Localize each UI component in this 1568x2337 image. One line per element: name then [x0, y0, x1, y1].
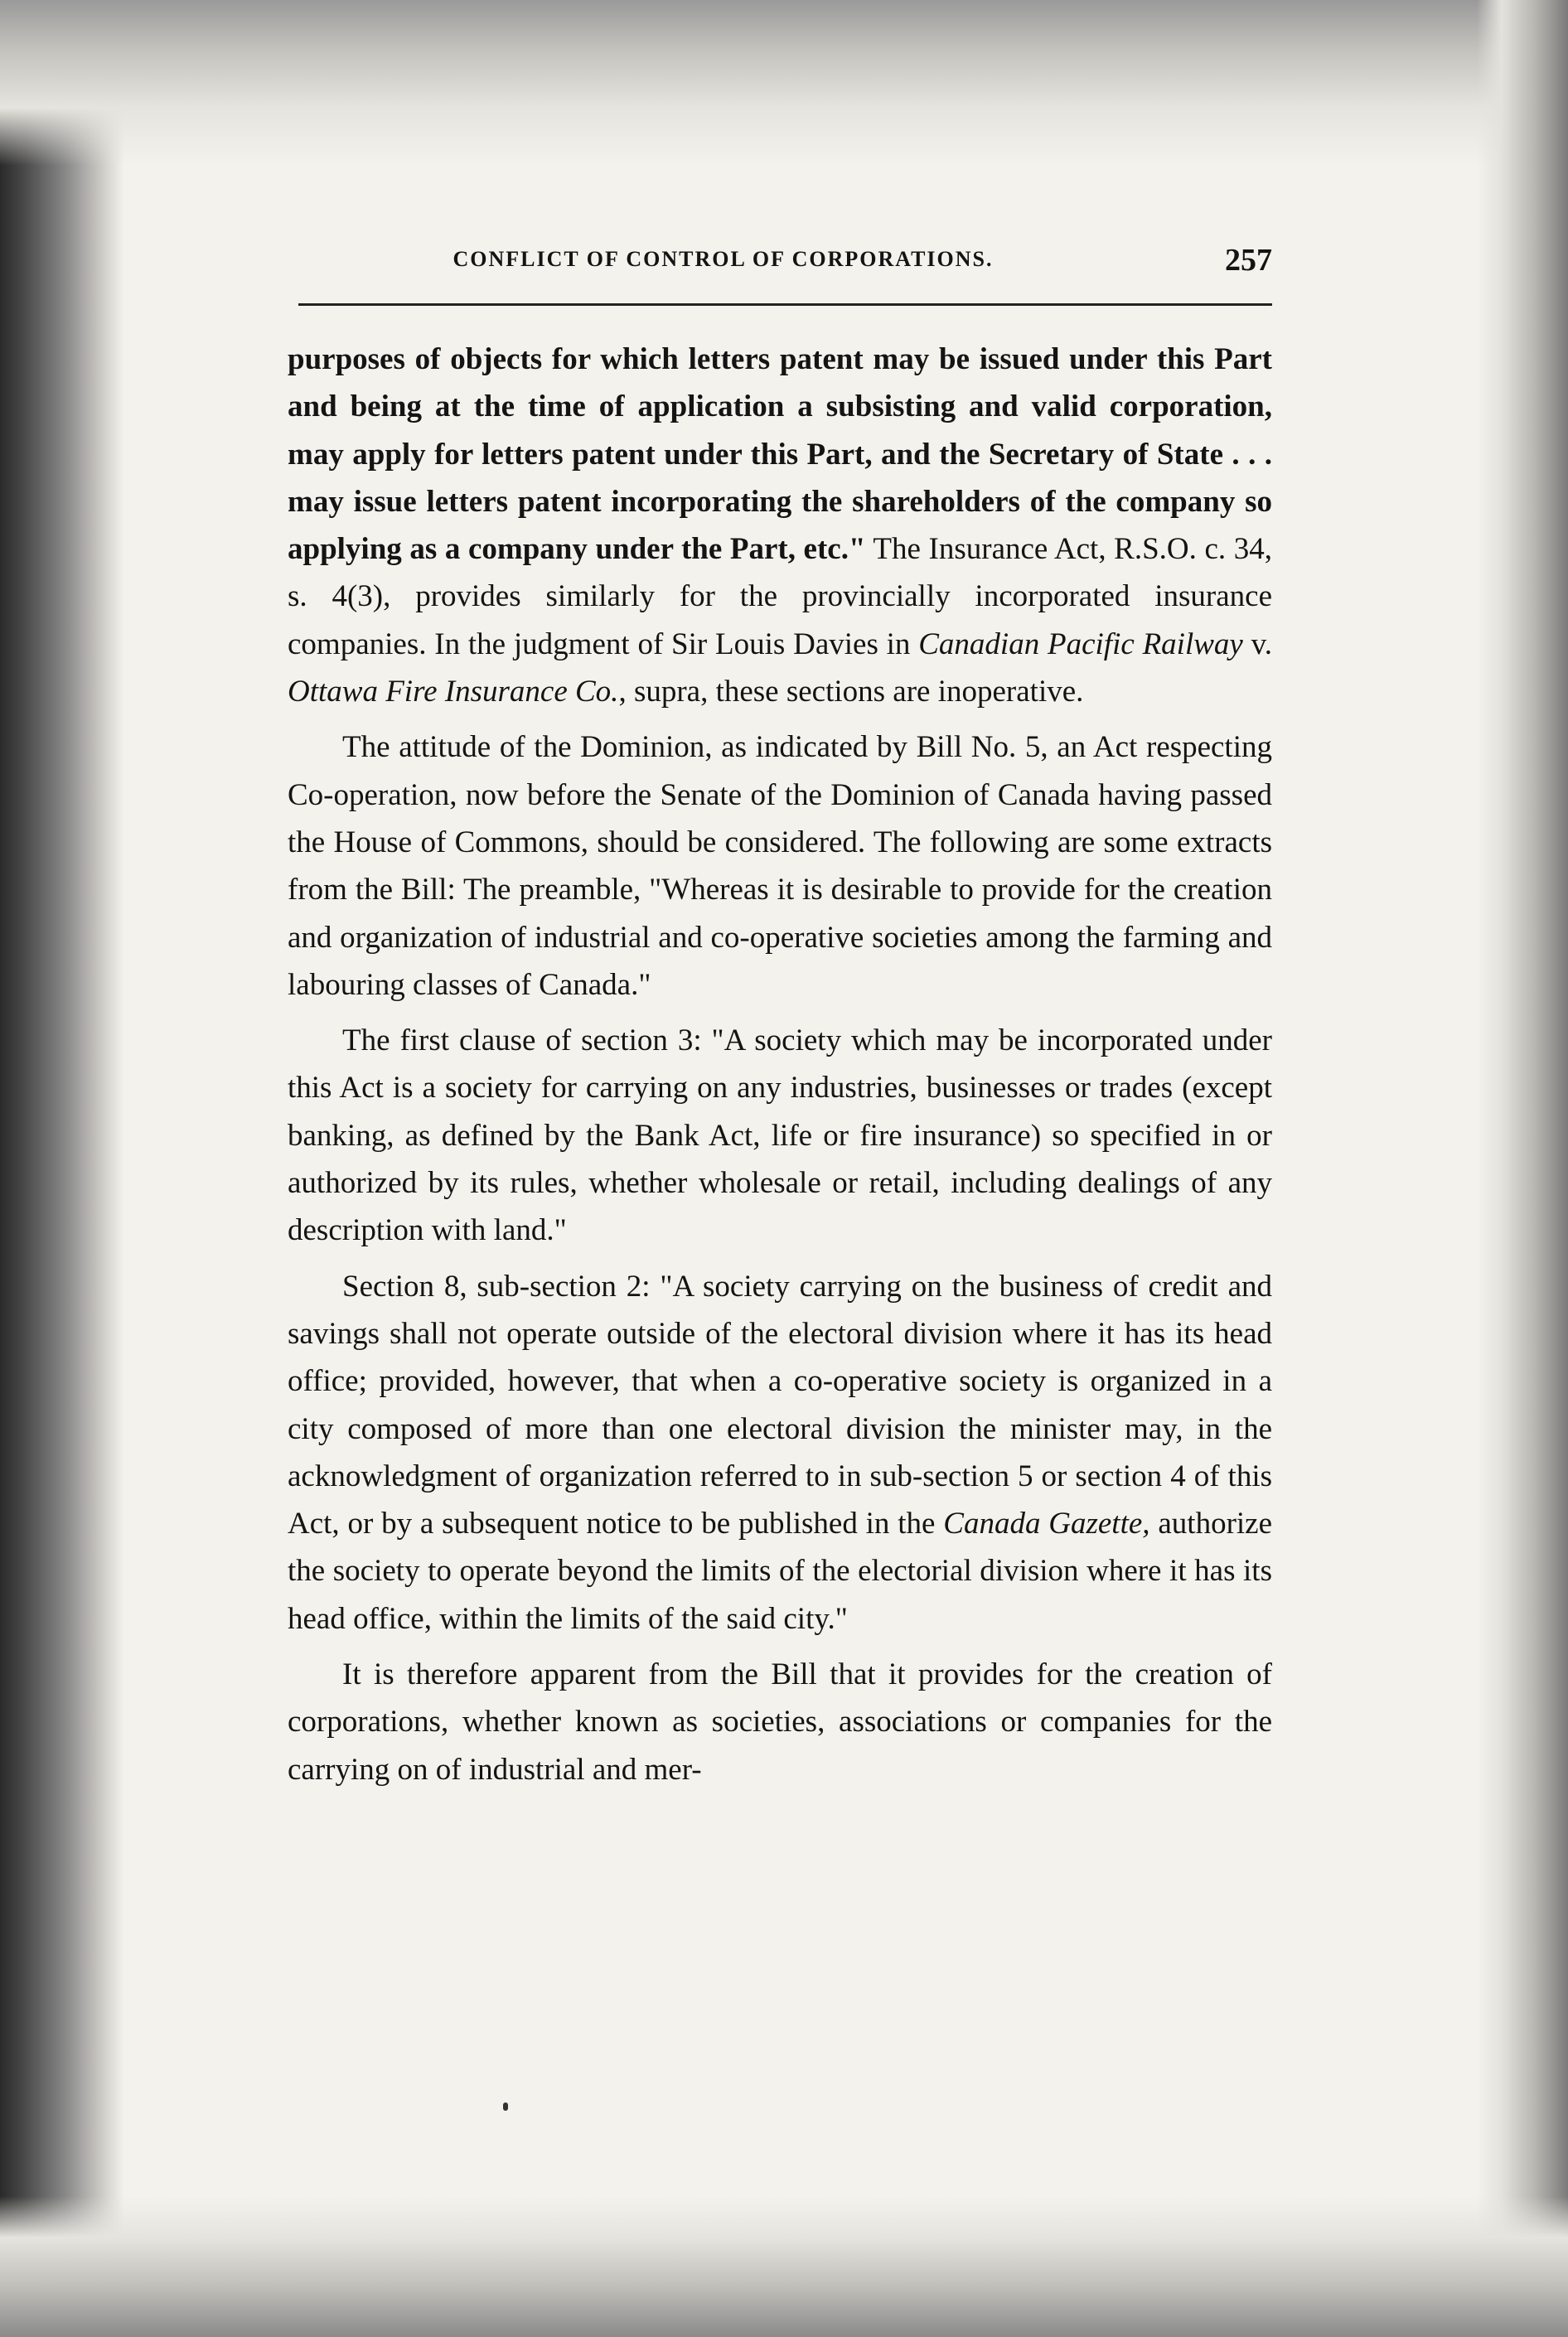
gazette-title: Canada Gazette,	[943, 1507, 1150, 1541]
case-versus: v.	[1242, 627, 1272, 661]
ink-speck	[503, 2102, 508, 2111]
paragraph-5: It is therefore apparent from the Bill that it provides for the creation of corporations, whether known as societies, associations or companies for the carrying on of industrial and mer-	[288, 1657, 1272, 1787]
case-name-defendant: Ottawa Fire Insurance Co.	[288, 675, 619, 709]
paragraph-4-tail: authorize the society to operate beyond the limits of the electorial division where it has its head office, within the limits of the said city."	[288, 1507, 1273, 1636]
page-header	[282, 243, 1272, 288]
paragraph-2: The attitude of the Dominion, as indicated by Bill No. 5, an Act respecting Co-operation, now before the Senate of the Dominion of Canada having passed the House of Commons, should be considered. The following are some extracts from the Bill: The preamble, "Whereas it is desirable to provide for the creation and organization of industrial and co-operative societies among the farming and labouring classes of Canada."	[288, 730, 1272, 1002]
scan-edge-top	[0, 0, 1568, 166]
paragraph-1	[288, 336, 1272, 715]
scan-edge-bottom	[0, 2196, 1568, 2337]
running-title: CONFLICT OF CONTROL OF CORPORATIONS.	[452, 247, 994, 271]
case-name-plaintiff: Canadian Pacific Railway	[918, 627, 1243, 661]
scan-edge-left	[0, 0, 124, 2337]
header-rule	[298, 303, 1272, 306]
paragraph-1-tail: , supra, these sections are inoperative.	[618, 675, 1084, 709]
paragraph-4-text: Section 8, sub-section 2: "A society carrying on the business of credit and savings shall not operate outside of the electoral division where it has its head office; provided, however, that when a co-operative society is organized in a city composed of more than one electoral division the minister may, in the acknowledgment of organization referred to in sub-section 5 or section 4 of this Act, or by a subsequent notice to be published in the	[288, 1269, 1272, 1541]
page-body	[288, 336, 1272, 1793]
scan-edge-right	[1477, 0, 1568, 2337]
paragraph-3: The first clause of section 3: "A society which may be incorporated under this Act is a society for carrying on any industries, businesses or trades (except banking, as defined by the Bank Act, life or fire insurance) so specified in or authorized by its rules, whether wholesale or retail, including dealings of any description with land."	[288, 1023, 1272, 1248]
paragraph-4	[288, 1263, 1272, 1643]
paragraph-1-lead: purposes of objects for which letters patent may be issued under this Part and being at the time of application a subsisting and valid corporation, may apply for letters patent under this Part, and the Secretary of State . . . may issue letters patent incorporating the shareholders of the company so applying as a company under the Part, etc."	[288, 342, 1272, 567]
page-number: 257	[1225, 243, 1272, 278]
paragraph-1-text: The Insurance Act, R.S.O. c. 34, s. 4(3), provides similarly for the provincially incorporated insurance companies. In the judgment of Sir Louis Davies in	[288, 532, 1272, 661]
